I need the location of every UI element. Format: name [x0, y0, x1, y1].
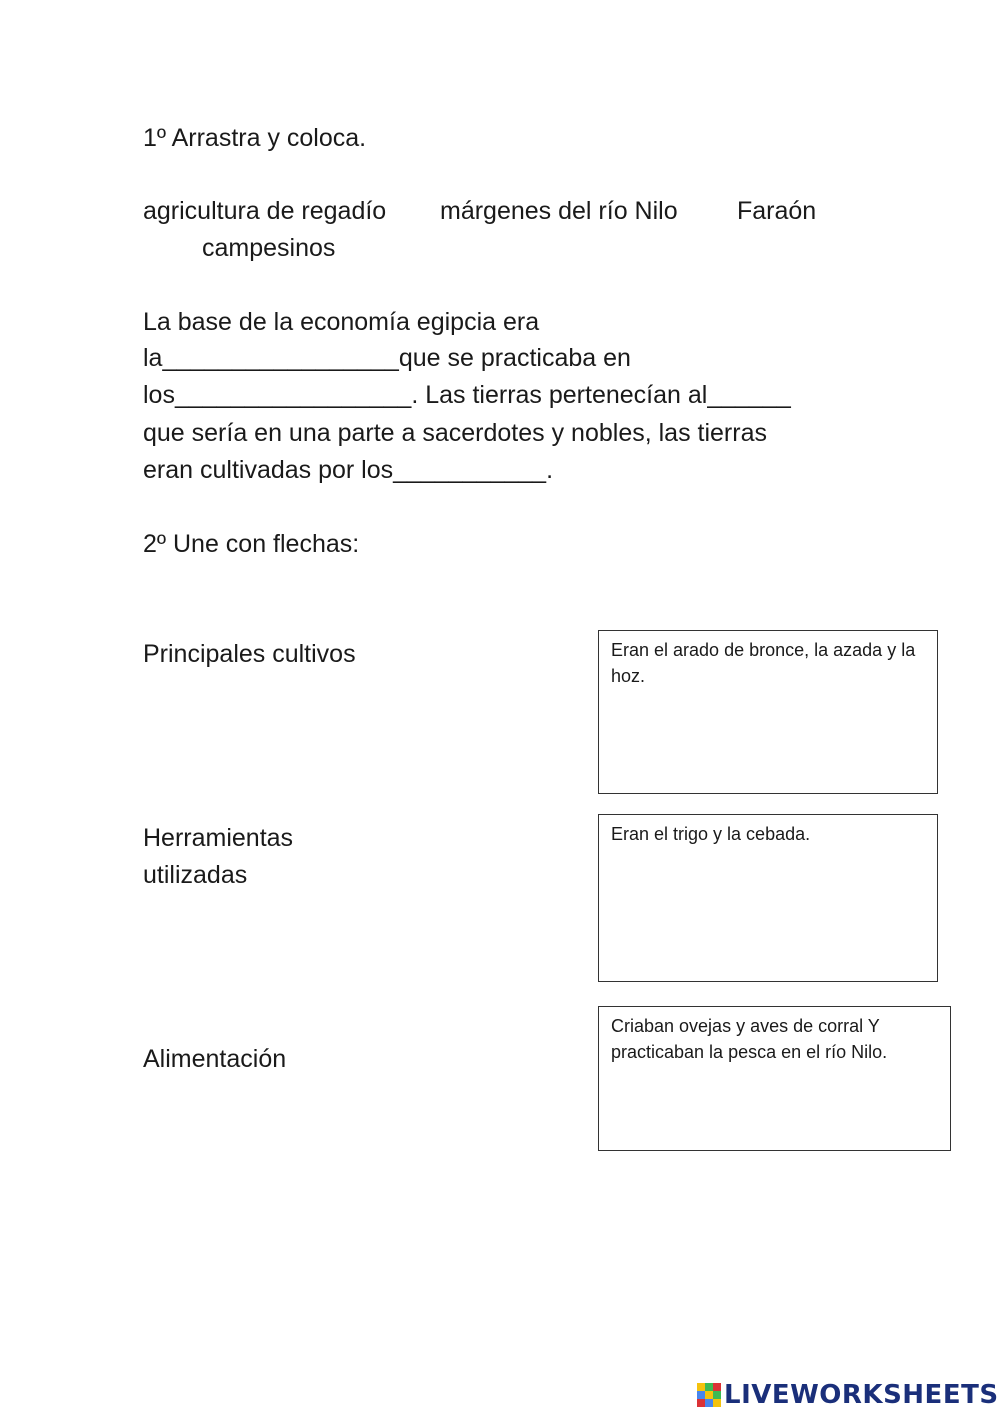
paragraph-line-2: la_________________que se practicaba en	[143, 344, 631, 372]
word-bank-margenes[interactable]: márgenes del río Nilo	[440, 197, 678, 225]
left-item-alimentacion[interactable]: Alimentación	[143, 1045, 287, 1073]
liveworksheets-brand	[697, 1378, 999, 1412]
paragraph-line-5: eran cultivadas por los___________.	[143, 456, 554, 484]
word-bank-campesinos[interactable]: campesinos	[202, 234, 336, 262]
left-item-utilizadas[interactable]: utilizadas	[143, 861, 248, 889]
left-item-principales-cultivos[interactable]: Principales cultivos	[143, 640, 356, 668]
liveworksheets-logo-icon	[697, 1383, 721, 1407]
left-item-herramientas[interactable]: Herramientas	[143, 824, 294, 852]
paragraph-line-3: los_________________. Las tierras pertenecían al______	[143, 381, 791, 409]
match-box-cultivos[interactable]: Eran el trigo y la cebada.	[598, 814, 938, 982]
word-bank-faraon[interactable]: Faraón	[737, 197, 817, 225]
match-box-alimentacion[interactable]: Criaban ovejas y aves de corral Y practicaban la pesca en el río Nilo.	[598, 1006, 951, 1151]
section2-heading: 2º Une con flechas:	[143, 530, 360, 558]
brand-text: LIVEWORKSHEETS	[724, 1380, 999, 1410]
match-box-herramientas[interactable]: Eran el arado de bronce, la azada y la hoz.	[598, 630, 938, 794]
word-bank-agricultura[interactable]: agricultura de regadío	[143, 197, 387, 225]
paragraph-line-4: que sería en una parte a sacerdotes y nobles, las tierras	[143, 419, 767, 447]
section1-heading: 1º Arrastra y coloca.	[143, 124, 367, 152]
paragraph-line-1: La base de la economía egipcia era	[143, 308, 540, 336]
